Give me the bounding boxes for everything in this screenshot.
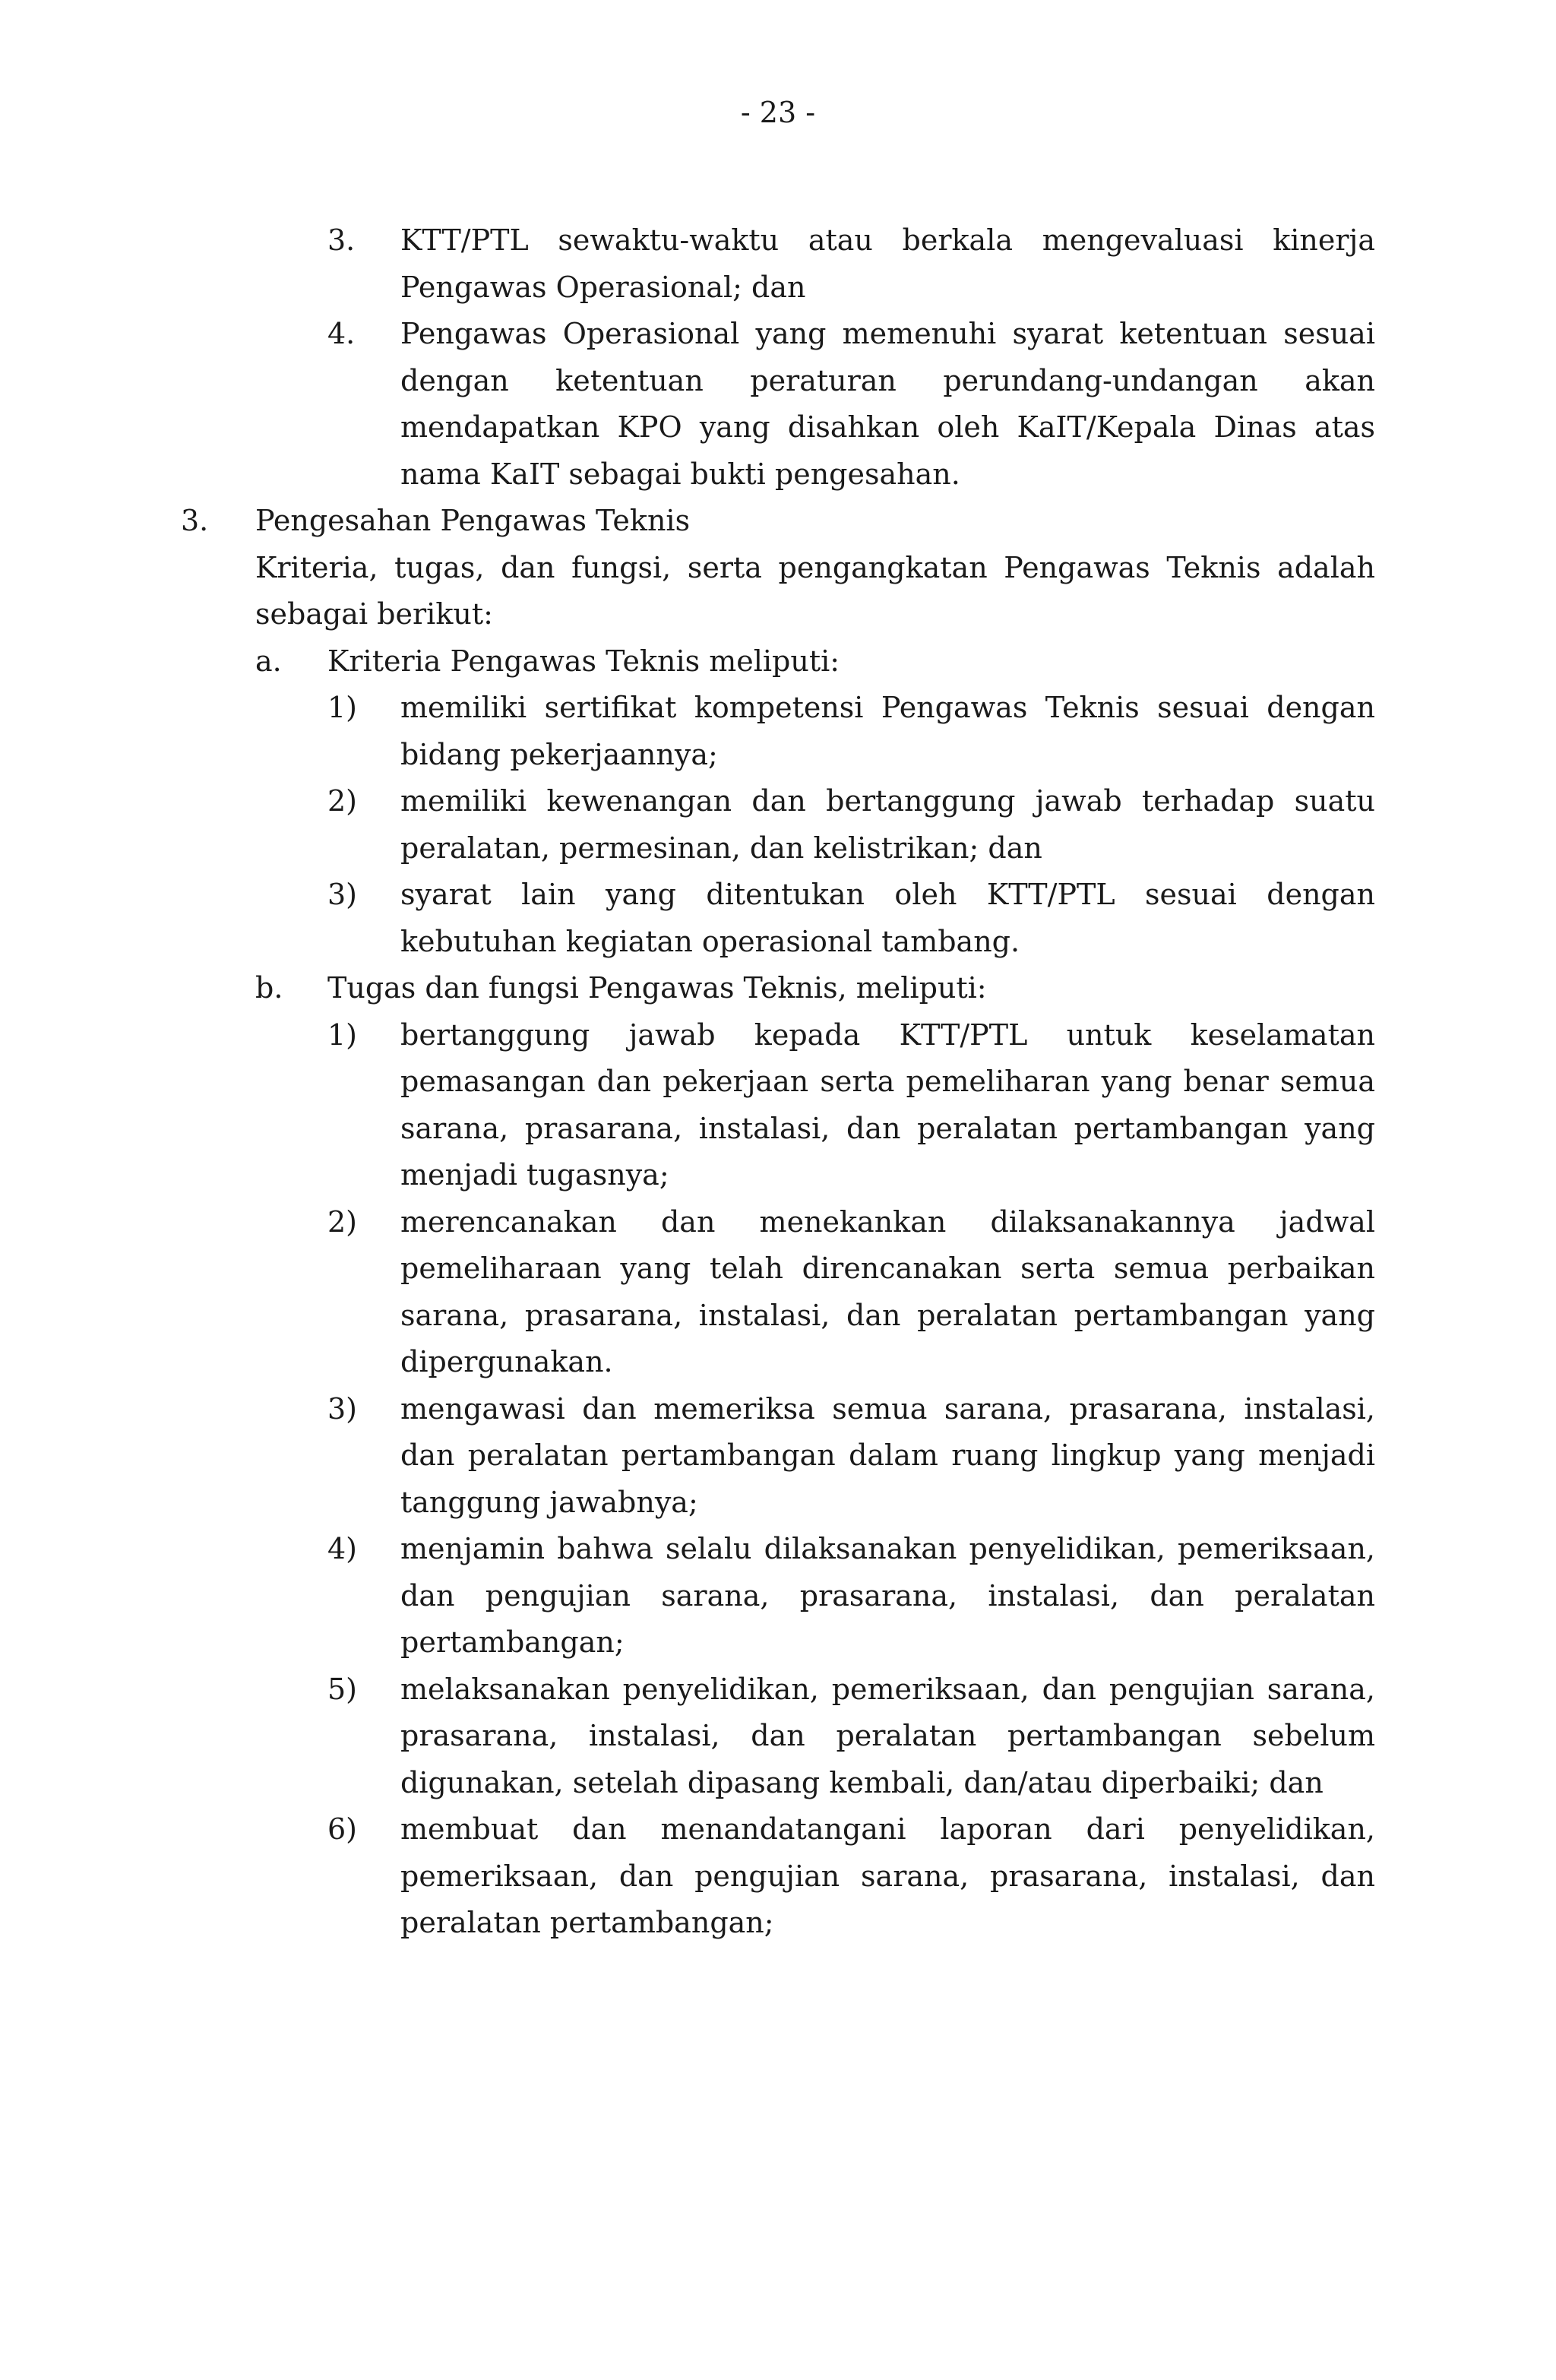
list-item: [0, 1012, 1556, 1199]
list-item: [0, 311, 1556, 498]
list-item: [0, 217, 1556, 311]
list-item-marker: 3): [327, 1391, 358, 1426]
list-item-marker: 5): [327, 1672, 358, 1706]
list-item-marker: 2): [327, 784, 358, 818]
list-item-text: Pengawas Operasional yang memenuhi syarat ketentuan sesuai dengan ketentuan peraturan perundang-undangan akan mendapatkan KPO yang disahkan oleh KaIT/Kepala Dinas atas nama KaIT sebagai bukti pengesahan.: [400, 317, 1375, 491]
list-item: [0, 1199, 1556, 1386]
list-item: [0, 1386, 1556, 1527]
list-item-marker: 6): [327, 1812, 358, 1846]
list-item: [0, 1526, 1556, 1666]
list-item-marker: 4.: [327, 317, 356, 350]
list-item-marker: 1): [327, 1018, 358, 1052]
section-heading: [0, 498, 1556, 545]
list-item-text: menjamin bahwa selalu dilaksanakan penyelidikan, pemeriksaan, dan pengujian sarana, prasarana, instalasi, dan peralatan pertambangan;: [400, 1532, 1375, 1659]
list-item-text: mengawasi dan memeriksa semua sarana, prasarana, instalasi, dan peralatan pertambangan dalam ruang lingkup yang menjadi tanggung jawabnya;: [400, 1391, 1375, 1519]
subsection-title: Kriteria Pengawas Teknis meliputi:: [327, 644, 840, 678]
list-item-text: merencanakan dan menekankan dilaksanakannya jadwal pemeliharaan yang telah direncanakan serta semua perbaikan sarana, prasarana, instalasi, dan peralatan pertambangan yang dipergunakan.: [400, 1204, 1375, 1378]
list-item-text: KTT/PTL sewaktu-waktu atau berkala mengevaluasi kinerja Pengawas Operasional; dan: [400, 223, 1375, 304]
document-body: [0, 217, 1556, 1947]
section-intro-row: [0, 545, 1556, 638]
subsection-title: Tugas dan fungsi Pengawas Teknis, meliputi:: [327, 971, 987, 1005]
section-title: Pengesahan Pengawas Teknis: [255, 504, 691, 537]
list-item-marker: 1): [327, 691, 358, 724]
list-item-marker: 3.: [327, 223, 356, 257]
page-number: - 23 -: [740, 96, 816, 129]
subsection-marker: a.: [255, 644, 282, 678]
list-item: [0, 778, 1556, 872]
list-item: [0, 685, 1556, 778]
list-item: [0, 1806, 1556, 1947]
list-item-text: melaksanakan penyelidikan, pemeriksaan, dan pengujian sarana, prasarana, instalasi, dan peralatan pertambangan sebelum digunakan, setelah dipasang kembali, dan/atau diperbaiki; dan: [400, 1672, 1375, 1799]
list-item-marker: 2): [327, 1204, 358, 1239]
list-item-text: syarat lain yang ditentukan oleh KTT/PTL sesuai dengan kebutuhan kegiatan operasional tambang.: [400, 878, 1375, 958]
list-item-text: memiliki sertifikat kompetensi Pengawas Teknis sesuai dengan bidang pekerjaannya;: [400, 691, 1375, 771]
subsection-heading: [0, 638, 1556, 685]
section-intro: Kriteria, tugas, dan fungsi, serta pengangkatan Pengawas Teknis adalah sebagai berikut:: [255, 550, 1375, 631]
list-item: [0, 1666, 1556, 1807]
list-item-text: memiliki kewenangan dan bertanggung jawab terhadap suatu peralatan, permesinan, dan kelistrikan; dan: [400, 784, 1375, 865]
list-item-text: membuat dan menandatangani laporan dari penyelidikan, pemeriksaan, dan pengujian sarana, prasarana, instalasi, dan peralatan pertambangan;: [400, 1812, 1375, 1939]
list-item-marker: 3): [327, 878, 358, 911]
list-item: [0, 872, 1556, 965]
list-item-text: bertanggung jawab kepada KTT/PTL untuk keselamatan pemasangan dan pekerjaan serta pemeliharan yang benar semua sarana, prasarana, instalasi, dan peralatan pertambangan yang menjadi tugasnya;: [400, 1018, 1375, 1192]
section-marker: 3.: [181, 504, 209, 537]
subsection-heading: [0, 965, 1556, 1012]
list-item-marker: 4): [327, 1532, 358, 1565]
subsection-marker: b.: [255, 971, 283, 1005]
